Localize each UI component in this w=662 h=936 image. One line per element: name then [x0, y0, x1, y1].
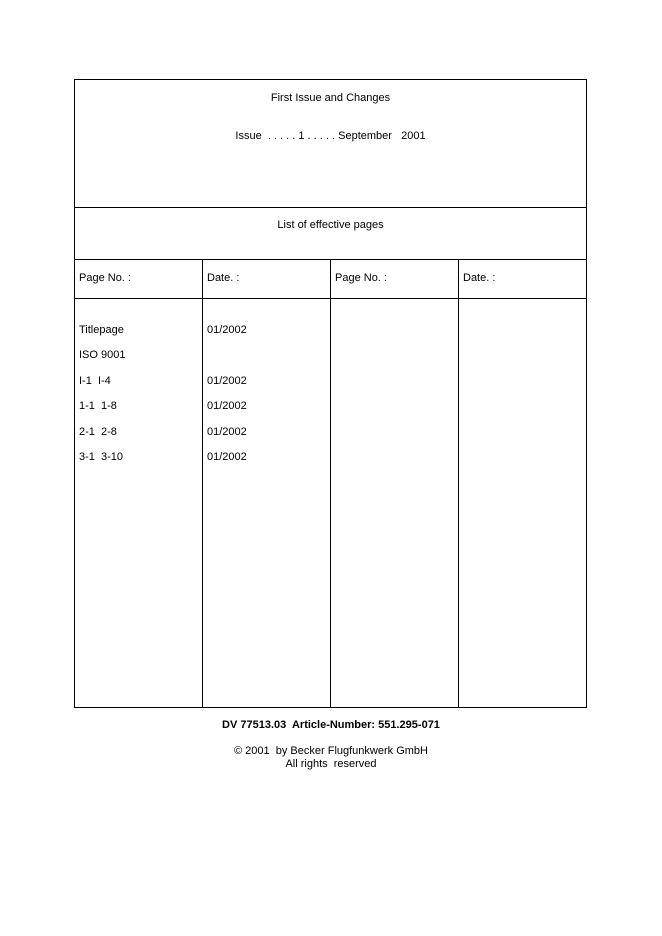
- column-header-page-no-1: Page No. :: [79, 272, 131, 284]
- page-cell: Titlepage: [79, 324, 124, 336]
- column-header-date-2: Date. :: [463, 272, 496, 284]
- date-cell: 01/2002: [207, 451, 247, 463]
- page-cell: 3-1 3-10: [79, 451, 124, 463]
- date-cell: 01/2002: [207, 426, 247, 438]
- copyright-notice: © 2001 by Becker Flugfunkwerk GmbH: [234, 745, 428, 757]
- page-cell: I-1 I-4: [79, 375, 111, 387]
- header-title: First Issue and Changes: [270, 92, 391, 104]
- column-header-date-1: Date. :: [207, 272, 240, 284]
- column-header-page-no-2: Page No. :: [335, 272, 387, 284]
- effective-pages-form: [74, 79, 587, 708]
- page-cell: 2-1 2-8: [79, 426, 117, 438]
- page-cell: 1-1 1-8: [79, 400, 117, 412]
- rights-notice: All rights reserved: [285, 758, 377, 770]
- list-title: List of effective pages: [277, 219, 384, 231]
- date-cell: 01/2002: [207, 375, 247, 387]
- date-cell: 01/2002: [207, 324, 247, 336]
- column-divider-2: [330, 260, 331, 707]
- column-divider-3: [458, 260, 459, 707]
- column-divider-1: [202, 260, 203, 707]
- issue-header-section: [75, 80, 586, 208]
- list-title-section: [75, 208, 586, 260]
- issue-line: Issue . . . . . 1 . . . . . September 2001: [235, 130, 426, 142]
- date-cell: 01/2002: [207, 400, 247, 412]
- page-cell: ISO 9001: [79, 349, 126, 361]
- article-number: DV 77513.03 Article-Number: 551.295-071: [222, 719, 440, 731]
